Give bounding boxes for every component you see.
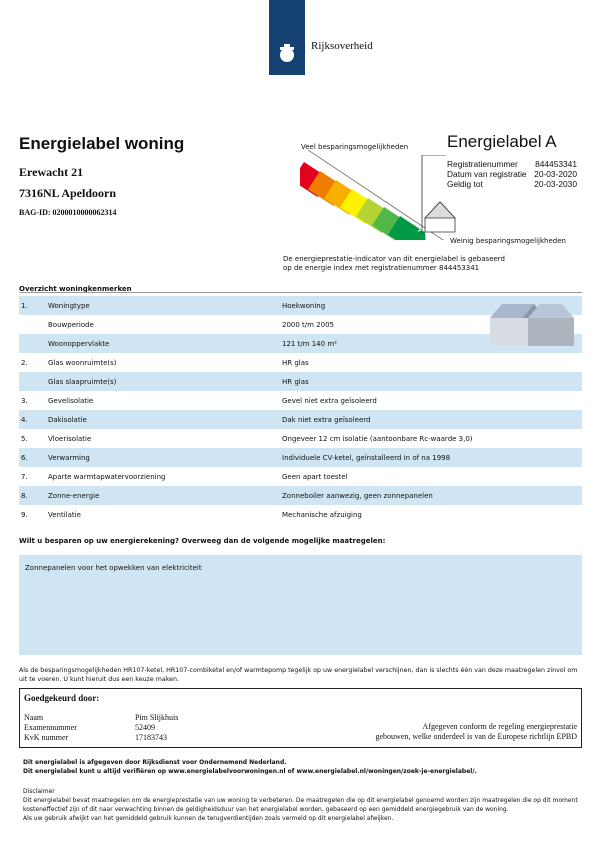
row-value: Dak niet extra geïsoleerd — [282, 415, 371, 424]
row-label: Verwarming — [48, 453, 90, 462]
row-number: 9. — [21, 510, 28, 519]
row-number: 3. — [21, 396, 28, 405]
tips-box — [19, 555, 582, 655]
row-number: 5. — [21, 434, 28, 443]
disclaimer-line: kosteneffectief zijn of dit naar verwachting binnen de geldigheidsduur van het energielabel worden, gebaseerd op een gemiddeld energiegebruik van de woning. — [23, 806, 509, 813]
page-title: Energielabel woning — [19, 134, 185, 153]
row-label: Glas slaapruimte(s) — [48, 377, 117, 386]
disclaimer-heading: Disclaimer — [23, 788, 55, 795]
row-label: Woningtype — [48, 301, 90, 310]
crest-icon — [269, 0, 305, 75]
note-text: Als de besparingsmogelijkheden HR107-ketel, HR107-combiketel en/of warmtepomp tegelijk op uw energielabel verschijnen, dan is slechts één van deze maatregelen zinvol om uit te voeren. U kunt hieruit dus een keuze maken. — [19, 667, 578, 683]
row-value: HR glas — [282, 377, 309, 386]
table-row — [19, 391, 582, 410]
table-row — [19, 429, 582, 448]
row-number: 8. — [21, 491, 28, 500]
rijksoverheid-logo — [269, 0, 305, 75]
table-row — [19, 353, 582, 372]
row-label: Vloerisolatie — [48, 434, 92, 443]
reg-label: Registratienummer — [447, 159, 518, 169]
house-illustration — [490, 300, 575, 350]
row-label: Woonoppervlakte — [48, 339, 110, 348]
row-label: Aparte warmtapwatervoorziening — [48, 472, 166, 481]
table-row — [19, 486, 582, 505]
row-label: Ventilatie — [48, 510, 81, 519]
row-number: 2. — [21, 358, 28, 367]
approval-value: 17183743 — [135, 733, 167, 742]
row-value: Mechanische afzuiging — [282, 510, 362, 519]
row-number: 4. — [21, 415, 28, 424]
row-label: Dakisolatie — [48, 415, 87, 424]
table-row — [19, 372, 582, 391]
org-name: Rijksoverheid — [311, 40, 373, 52]
energy-class-letter: A — [418, 226, 423, 234]
approval-value: 52409 — [135, 723, 155, 732]
indicator-line: op de energie index met registratienummer 844453341 — [283, 264, 480, 272]
table-row — [19, 448, 582, 467]
row-label: Bouwperiode — [48, 320, 94, 329]
scale-top-label: Veel besparingsmogelijkheden — [301, 143, 409, 151]
scale-bottom-label: Weinig besparingsmogelijkheden — [450, 237, 566, 245]
energielabel-title: Energielabel A — [447, 132, 557, 151]
footer-line: Dit energielabel kunt u altijd verifiëren op www.energielabelvoorwoningen.nl of www.energielabel.nl/woningen/zoek-je-energielabel/. — [23, 768, 477, 775]
row-value: Ongeveer 12 cm isolatie (aantoonbare Rc-waarde 3,0) — [282, 434, 473, 443]
reg-value: 20-03-2020 — [534, 169, 577, 179]
conform-line: Afgegeven conform de regeling energieprestatie — [422, 722, 577, 731]
registration-block — [447, 159, 577, 189]
row-value: 121 t/m 140 m² — [282, 339, 337, 348]
footer-line: Dit energielabel is afgegeven door Rijksdienst voor Ondernemend Nederland. — [23, 759, 287, 766]
label-bracket — [418, 155, 448, 235]
conform-text — [376, 722, 578, 742]
disclaimer-line: Als uw gebruik afwijkt van het gemiddeld gebruik kunnen de terugverdientijden zoals vermeld op dit energielabel afwijken. — [23, 815, 394, 822]
approval-label: Examennummer — [24, 723, 77, 732]
indicator-text — [283, 255, 505, 273]
approval-label: KvK nummer — [24, 733, 69, 742]
row-value: Zonneboiler aanwezig, geen zonnepanelen — [282, 491, 433, 500]
table-row — [19, 467, 582, 486]
approval-heading: Goedgekeurd door: — [24, 693, 100, 703]
tips-heading: Wilt u besparen op uw energierekening? Overweeg dan de volgende mogelijke maatregelen: — [19, 537, 386, 545]
reg-label: Geldig tot — [447, 179, 483, 189]
conform-line: gebouwen, welke onderdeel is van de Europese richtlijn EPBD — [375, 732, 577, 741]
tip-item: Zonnepanelen voor het opwekken van elektriciteit — [25, 564, 202, 572]
row-number: 7. — [21, 472, 28, 481]
approval-box — [19, 688, 582, 748]
overview-heading: Overzicht woningkenmerken — [19, 285, 132, 293]
row-label: Gevelisolatie — [48, 396, 94, 405]
row-value: Geen apart toestel — [282, 472, 348, 481]
row-label: Zonne-energie — [48, 491, 100, 500]
bag-id: BAG-ID: 0200010000062314 — [19, 208, 117, 217]
address-street: Erewacht 21 — [19, 165, 84, 179]
row-value: Hoekwoning — [282, 301, 326, 310]
indicator-line: De energieprestatie-indicator van dit energielabel is gebaseerd — [283, 255, 506, 263]
approval-label: Naam — [24, 713, 44, 722]
approval-value: Pim Slijkhuis — [135, 713, 179, 722]
row-value: 2000 t/m 2005 — [282, 320, 335, 329]
reg-value: 20-03-2030 — [534, 179, 577, 189]
row-label: Glas woonruimte(s) — [48, 358, 117, 367]
reg-value: 844453341 — [535, 159, 577, 169]
row-value: Gevel niet extra geïsoleerd — [282, 396, 377, 405]
table-row — [19, 505, 582, 524]
row-number: 1. — [21, 301, 28, 310]
address-city: 7316NL Apeldoorn — [19, 186, 117, 200]
row-value: Individuele CV-ketel, geïnstalleerd in of na 1998 — [282, 453, 451, 462]
table-row — [19, 410, 582, 429]
row-number: 6. — [21, 453, 28, 462]
disclaimer-line: Dit energielabel bevat maatregelen om de energieprestatie van uw woning te verbeteren. De maatregelen die op dit energielabel genoemd worden zijn maatregelen die op dit moment — [23, 797, 578, 804]
reg-label: Datum van registratie — [447, 169, 527, 179]
row-value: HR glas — [282, 358, 309, 367]
